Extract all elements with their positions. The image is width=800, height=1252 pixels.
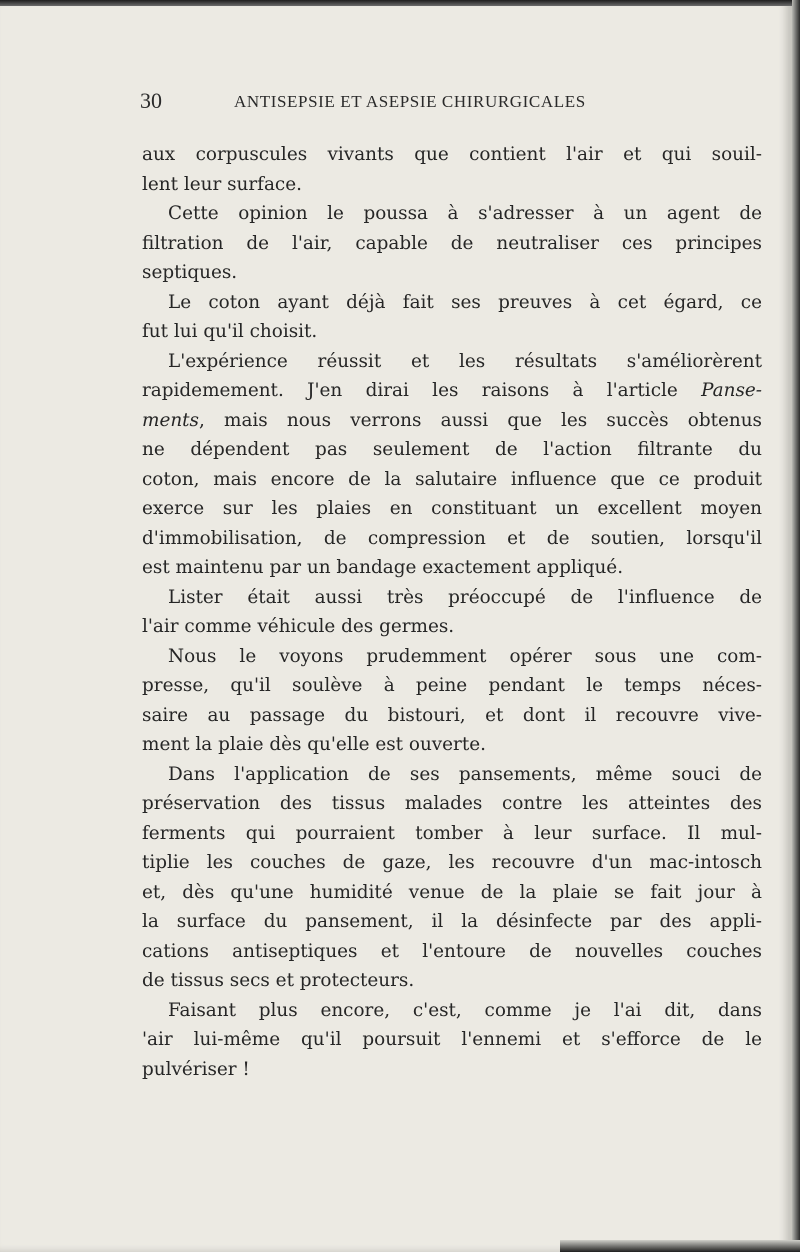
running-title: ANTISEPSIE ET ASEPSIE CHIRURGICALES — [234, 92, 586, 111]
text-line: ne dépendent pas seulement de l'action filtrante du — [142, 439, 762, 460]
text-line — [142, 376, 762, 406]
text-line: coton, mais encore de la salutaire influence que ce produit — [142, 468, 762, 490]
text-line: la surface du pansement, il la désinfecte par des appli- — [142, 911, 762, 932]
text-line: est maintenu par un bandage exactement appliqué. — [142, 557, 624, 578]
text-line: exerce sur les plaies en constituant un excellent moyen — [142, 498, 762, 519]
text-line: et, dès qu'une humidité venue de la plaie se fait jour à — [142, 881, 762, 903]
text-line: Nous le voyons prudemment opérer sous une com- — [168, 645, 762, 667]
text-line: d'immobilisation, de compression et de soutien, lorsqu'il — [142, 527, 762, 549]
text-line: Faisant plus encore, c'est, comme je l'ai dit, dans — [168, 999, 762, 1021]
text-line: fut lui qu'il choisit. — [142, 321, 318, 342]
text-line: ment la plaie dès qu'elle est ouverte. — [142, 734, 486, 755]
page-right-edge — [792, 0, 800, 1252]
text-line: cations antiseptiques et l'entoure de nouvelles couches — [142, 940, 762, 962]
page-top-edge — [0, 0, 800, 6]
text-line: ferments qui pourraient tomber à leur surface. Il mul- — [142, 822, 762, 844]
text-line: lent leur surface. — [142, 173, 302, 195]
text-line: l'air comme véhicule des germes. — [142, 616, 455, 637]
page-header — [140, 88, 760, 118]
text-line: préservation des tissus malades contre les atteintes des — [142, 793, 762, 814]
text-line: filtration de l'air, capable de neutraliser ces principes — [142, 232, 762, 254]
text-line: Le coton ayant déjà fait ses preuves à cet égard, ce — [168, 291, 762, 313]
text-line-start: rapidemement. J'en dirai les raisons à l'article — [142, 380, 678, 401]
text-line: L'expérience réussit et les résultats s'améliorèrent — [168, 350, 762, 372]
text-line: Cette opinion le poussa à s'adresser à un agent de — [168, 203, 762, 224]
text-line: presse, qu'il soulève à peine pendant le temps néces- — [142, 675, 762, 696]
text-line: tiplie les couches de gaze, les recouvre d'un mac-intosch — [142, 852, 762, 873]
text-line: aux corpuscules vivants que contient l'air et qui souil- — [142, 144, 762, 165]
text-line — [142, 406, 762, 436]
page-number: 30 — [140, 88, 162, 113]
text-line: Lister était aussi très préoccupé de l'influence de — [168, 586, 762, 608]
text-line: de tissus secs et protecteurs. — [142, 970, 415, 991]
text-line-rest: , mais nous verrons aussi que les succès obtenus — [199, 409, 762, 431]
italic-word-end: ments — [142, 409, 199, 431]
page-bottom-edge — [560, 1240, 800, 1252]
text-line: Dans l'application de ses pansements, même souci de — [168, 763, 762, 785]
italic-word: Panse- — [701, 380, 762, 401]
text-line: pulvériser ! — [142, 1058, 250, 1080]
text-line: septiques. — [142, 262, 238, 283]
text-line: 'air lui-même qu'il poursuit l'ennemi et s'efforce de le — [142, 1029, 762, 1050]
text-line: saire au passage du bistouri, et dont il recouvre vive- — [142, 704, 762, 726]
body-text — [142, 140, 762, 1084]
